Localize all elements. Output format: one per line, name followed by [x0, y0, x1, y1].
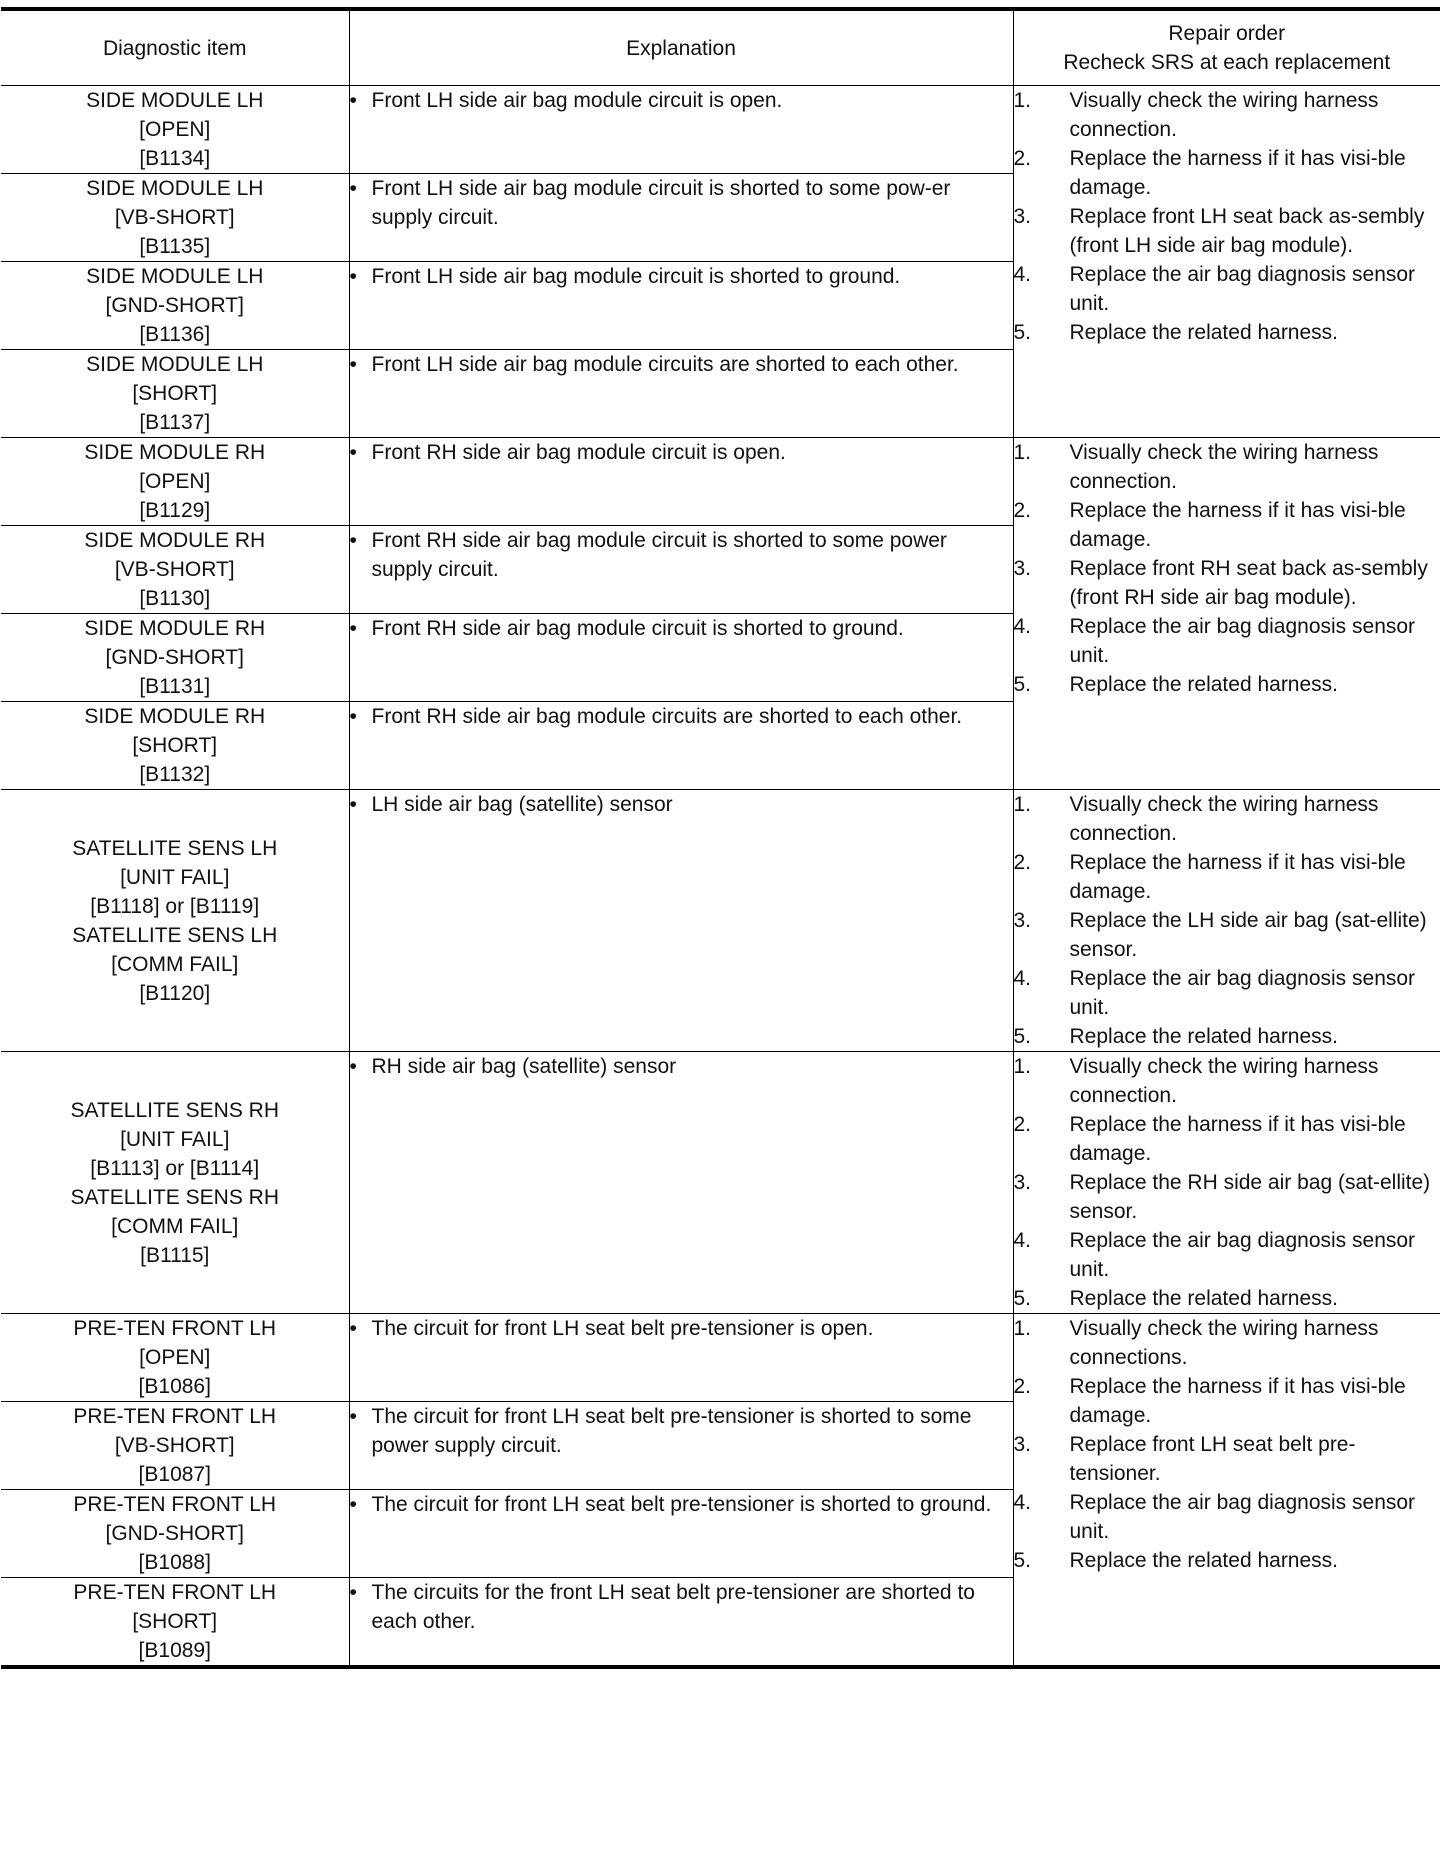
- repair-step-text: Visually check the wiring harness connection.: [1069, 1055, 1379, 1107]
- diagnostic-item-cell: [1, 262, 349, 350]
- diagnostic-item-line: [OPEN]: [139, 118, 211, 141]
- repair-step: [1014, 1110, 1441, 1168]
- bullet-icon: •: [349, 529, 357, 552]
- explanation-bullet: [350, 1578, 1013, 1636]
- repair-step-number: 1.: [1013, 89, 1032, 112]
- explanation-text: The circuit for front LH seat belt pre-tensioner is shorted to ground.: [371, 1493, 992, 1516]
- diagnostic-item-line: [VB-SHORT]: [114, 558, 235, 581]
- table-row: [1, 790, 1440, 1052]
- repair-step-number: 3.: [1013, 1433, 1032, 1456]
- diagnostic-item-line: [B1120]: [139, 981, 211, 1005]
- repair-step-text: Replace the related harness.: [1069, 1287, 1338, 1310]
- diagnostic-item-line: [B1136]: [139, 323, 211, 346]
- repair-step-number: 4.: [1013, 1229, 1032, 1252]
- repair-step-text: Replace front LH seat back as-sembly (front LH side air bag module).: [1069, 205, 1425, 257]
- diagnostic-item-line: SIDE MODULE RH: [84, 705, 266, 728]
- diagnostic-item-line: SATELLITE SENS RH: [70, 1098, 279, 1122]
- repair-step: [1014, 144, 1441, 202]
- repair-step-number: 5.: [1013, 1287, 1032, 1310]
- explanation-bullet: [350, 1314, 1013, 1343]
- diagnostic-item-cell: [1, 1402, 349, 1490]
- diagnostic-item-cell: [1, 350, 349, 438]
- repair-step: [1014, 1430, 1441, 1488]
- diagnostic-item-line: [B1131]: [139, 675, 211, 698]
- diagnostic-item-line: [GND-SHORT]: [105, 1522, 244, 1545]
- repair-step: [1014, 1314, 1441, 1372]
- explanation-cell: [349, 790, 1013, 1052]
- diagnostic-item-line: [UNIT FAIL]: [120, 1127, 230, 1151]
- repair-step-text: Replace the air bag diagnosis sensor unit.: [1069, 1229, 1416, 1281]
- explanation-bullet: [350, 702, 1013, 731]
- repair-step-number: 4.: [1013, 967, 1032, 990]
- repair-steps-list: [1014, 1314, 1441, 1575]
- repair-step-text: Replace the related harness.: [1069, 321, 1338, 344]
- explanation-cell: [349, 262, 1013, 350]
- table-header-row: [1, 9, 1440, 86]
- repair-step-number: 2.: [1013, 147, 1032, 170]
- bullet-icon: •: [349, 353, 357, 376]
- explanation-text: The circuit for front LH seat belt pre-tensioner is open.: [371, 1317, 874, 1340]
- repair-step: [1014, 1226, 1441, 1284]
- diagnostic-item-line: SIDE MODULE RH: [84, 529, 266, 552]
- diagnostic-item-line: [COMM FAIL]: [111, 1214, 239, 1238]
- repair-step: [1014, 1284, 1441, 1313]
- explanation-bullet: [350, 526, 1013, 584]
- bullet-icon: •: [349, 1581, 357, 1604]
- bullet-icon: •: [349, 617, 357, 640]
- diagnostic-item-line: PRE-TEN FRONT LH: [73, 1405, 277, 1428]
- repair-step: [1014, 318, 1441, 347]
- diagnostic-item-line: [GND-SHORT]: [105, 646, 244, 669]
- table-row: [1, 1052, 1440, 1314]
- repair-step-text: Visually check the wiring harness connection.: [1069, 793, 1379, 845]
- bullet-icon: •: [349, 89, 357, 112]
- explanation-text: The circuits for the front LH seat belt pre-tensioner are shorted to each other.: [371, 1581, 975, 1633]
- repair-step-number: 3.: [1013, 1171, 1032, 1194]
- repair-step: [1014, 848, 1441, 906]
- diagnostic-item-line: [B1134]: [139, 147, 211, 170]
- bullet-icon: •: [349, 705, 357, 728]
- repair-step-text: Replace the harness if it has visi-ble damage.: [1069, 499, 1406, 551]
- diagnostic-item-line: [COMM FAIL]: [111, 952, 239, 976]
- diagnostic-item-line: [B1130]: [139, 587, 211, 610]
- repair-step-text: Replace the related harness.: [1069, 673, 1338, 696]
- repair-step-text: Replace the harness if it has visi-ble damage.: [1069, 1375, 1406, 1427]
- repair-step-number: 1.: [1013, 1055, 1032, 1078]
- repair-step: [1014, 670, 1441, 699]
- bullet-icon: •: [349, 1493, 357, 1516]
- repair-steps-list: [1014, 790, 1441, 1051]
- diagnostic-item-line: PRE-TEN FRONT LH: [73, 1493, 277, 1516]
- explanation-bullet: [350, 438, 1013, 467]
- explanation-text: Front LH side air bag module circuits are shorted to each other.: [371, 353, 959, 376]
- explanation-cell: [349, 1578, 1013, 1668]
- repair-step-text: Replace front RH seat back as-sembly (front RH side air bag module).: [1069, 557, 1428, 609]
- repair-step-number: 5.: [1013, 321, 1032, 344]
- diagnostic-item-cell: [1, 1490, 349, 1578]
- explanation-cell: [349, 614, 1013, 702]
- repair-step: [1014, 260, 1441, 318]
- diagnostic-item-line: [GND-SHORT]: [105, 294, 244, 317]
- explanation-cell: [349, 438, 1013, 526]
- diagnostic-item-line: [VB-SHORT]: [114, 206, 235, 229]
- diagnostic-item-line: [B1086]: [138, 1375, 211, 1398]
- explanation-cell: [349, 1052, 1013, 1314]
- repair-step-number: 4.: [1013, 1491, 1032, 1514]
- diagnostic-item-line: PRE-TEN FRONT LH: [73, 1317, 277, 1340]
- repair-step-number: 2.: [1013, 499, 1032, 522]
- repair-order-cell: [1013, 1052, 1440, 1314]
- repair-step-text: Replace the related harness.: [1069, 1549, 1338, 1572]
- repair-step-text: Replace the air bag diagnosis sensor unit.: [1069, 967, 1416, 1019]
- repair-step-number: 5.: [1013, 1025, 1032, 1048]
- diagnostic-item-cell: [1, 702, 349, 790]
- diagnostic-item-line: PRE-TEN FRONT LH: [73, 1581, 277, 1604]
- repair-step-number: 3.: [1013, 909, 1032, 932]
- explanation-text: Front RH side air bag module circuit is shorted to ground.: [371, 617, 904, 640]
- bullet-icon: •: [349, 265, 357, 288]
- repair-step: [1014, 1022, 1441, 1051]
- explanation-cell: [349, 1314, 1013, 1402]
- repair-step-text: Replace the RH side air bag (sat-ellite) sensor.: [1069, 1171, 1431, 1223]
- explanation-bullet: [350, 174, 1013, 232]
- repair-step: [1014, 1546, 1441, 1575]
- diagnostic-item-line: SATELLITE SENS LH: [72, 836, 278, 860]
- diagnostic-item-line: [UNIT FAIL]: [120, 865, 230, 889]
- explanation-cell: [349, 1490, 1013, 1578]
- repair-step-text: Replace the harness if it has visi-ble damage.: [1069, 851, 1406, 903]
- repair-step-text: Replace the harness if it has visi-ble damage.: [1069, 1113, 1406, 1165]
- diagnostic-item-line: [B1089]: [138, 1639, 211, 1662]
- repair-step-number: 2.: [1013, 1375, 1032, 1398]
- repair-step-number: 3.: [1013, 557, 1032, 580]
- repair-order-cell: [1013, 438, 1440, 790]
- diagnostic-item-cell: [1, 1052, 349, 1314]
- diagnostic-item-cell: [1, 790, 349, 1052]
- diagnostic-item-line: [VB-SHORT]: [114, 1434, 235, 1457]
- repair-step-text: Visually check the wiring harness connection.: [1069, 89, 1379, 141]
- diagnostic-item-line: [B1137]: [139, 411, 211, 434]
- diagnostic-item-cell: [1, 1314, 349, 1402]
- explanation-bullet: [350, 614, 1013, 643]
- explanation-bullet: [350, 262, 1013, 291]
- diagnostic-item-cell: [1, 174, 349, 262]
- bullet-icon: •: [349, 177, 357, 200]
- diagnostic-item-cell: [1, 614, 349, 702]
- repair-step: [1014, 1168, 1441, 1226]
- table-row: [1, 86, 1440, 174]
- explanation-text: RH side air bag (satellite) sensor: [371, 1055, 677, 1078]
- explanation-text: Front LH side air bag module circuit is shorted to ground.: [371, 265, 901, 288]
- repair-step-number: 2.: [1013, 1113, 1032, 1136]
- table-row: [1, 1314, 1440, 1402]
- repair-step-text: Replace the LH side air bag (sat-ellite) sensor.: [1069, 909, 1427, 961]
- repair-step-number: 4.: [1013, 615, 1032, 638]
- repair-step: [1014, 202, 1441, 260]
- repair-step: [1014, 612, 1441, 670]
- bullet-icon: •: [349, 441, 357, 464]
- header-explanation: Explanation: [349, 9, 1013, 86]
- diagnostic-item-cell: [1, 526, 349, 614]
- bullet-icon: •: [349, 1405, 357, 1428]
- repair-order-cell: [1013, 1314, 1440, 1668]
- diagnostic-item-line: [SHORT]: [132, 382, 218, 405]
- repair-step: [1014, 1372, 1441, 1430]
- diagnostic-item-line: [B1129]: [139, 499, 211, 522]
- repair-step-text: Replace the air bag diagnosis sensor unit.: [1069, 263, 1416, 315]
- repair-order-cell: [1013, 790, 1440, 1052]
- bullet-icon: •: [349, 793, 357, 816]
- repair-step-number: 1.: [1013, 1317, 1032, 1340]
- diagnostic-item-line: SIDE MODULE LH: [86, 353, 264, 376]
- diagnostic-item-line: [SHORT]: [132, 734, 218, 757]
- repair-step-text: Replace the harness if it has visi-ble damage.: [1069, 147, 1406, 199]
- explanation-cell: [349, 1402, 1013, 1490]
- diagnostic-item-cell: [1, 86, 349, 174]
- repair-step: [1014, 438, 1441, 496]
- explanation-text: The circuit for front LH seat belt pre-tensioner is shorted to some power supply circuit.: [371, 1405, 972, 1457]
- repair-step-number: 5.: [1013, 673, 1032, 696]
- diagnostic-item-line: [SHORT]: [132, 1610, 218, 1633]
- diagnostic-item-line: SIDE MODULE RH: [84, 441, 266, 464]
- diagnostic-item-line: SIDE MODULE LH: [86, 89, 264, 112]
- repair-step: [1014, 1052, 1441, 1110]
- explanation-cell: [349, 350, 1013, 438]
- diagnostic-item-line: [B1088]: [138, 1551, 211, 1574]
- diagnostic-item-line: [B1113] or [B1114]: [90, 1156, 260, 1180]
- repair-step: [1014, 1488, 1441, 1546]
- repair-step-text: Visually check the wiring harness connection.: [1069, 441, 1379, 493]
- bullet-icon: •: [349, 1055, 357, 1078]
- repair-steps-list: [1014, 438, 1441, 699]
- diagnostic-item-line: SIDE MODULE LH: [86, 177, 264, 200]
- table-body: [1, 86, 1440, 1668]
- diagnostic-item-line: [B1087]: [138, 1463, 211, 1486]
- explanation-text: Front LH side air bag module circuit is open.: [371, 89, 783, 112]
- diagnostic-item-cell: [1, 1578, 349, 1668]
- diagnostic-item-line: [OPEN]: [139, 1346, 211, 1369]
- repair-step-number: 1.: [1013, 793, 1032, 816]
- table-row: [1, 438, 1440, 526]
- explanation-text: Front RH side air bag module circuit is shorted to some power supply circuit.: [371, 529, 947, 581]
- diagnostic-item-line: SATELLITE SENS LH: [72, 923, 278, 947]
- explanation-text: Front RH side air bag module circuit is open.: [371, 441, 786, 464]
- header-repair-order: [1013, 9, 1440, 86]
- repair-step-number: 3.: [1013, 205, 1032, 228]
- explanation-bullet: [350, 86, 1013, 115]
- explanation-cell: [349, 86, 1013, 174]
- diagnostic-item-line: [OPEN]: [139, 470, 211, 493]
- explanation-cell: [349, 526, 1013, 614]
- explanation-text: Front LH side air bag module circuit is shorted to some pow-er supply circuit.: [371, 177, 951, 229]
- repair-step-number: 1.: [1013, 441, 1032, 464]
- header-repair-line1: Repair order: [1168, 22, 1286, 45]
- diagnostic-item-line: [B1135]: [139, 235, 211, 258]
- explanation-cell: [349, 702, 1013, 790]
- diagnostic-item-cell: [1, 438, 349, 526]
- header-diagnostic-item: Diagnostic item: [1, 9, 349, 86]
- explanation-bullet: [350, 1052, 1013, 1081]
- diagnostic-item-line: [B1132]: [139, 763, 211, 786]
- repair-step: [1014, 790, 1441, 848]
- repair-step-text: Replace the related harness.: [1069, 1025, 1338, 1048]
- explanation-text: Front RH side air bag module circuits are shorted to each other.: [371, 705, 963, 728]
- repair-step-number: 2.: [1013, 851, 1032, 874]
- repair-step-number: 5.: [1013, 1549, 1032, 1572]
- repair-order-cell: [1013, 86, 1440, 438]
- bullet-icon: •: [349, 1317, 357, 1340]
- repair-steps-list: [1014, 86, 1441, 347]
- repair-steps-list: [1014, 1052, 1441, 1313]
- header-repair-line2: Recheck SRS at each replacement: [1063, 51, 1391, 74]
- explanation-cell: [349, 174, 1013, 262]
- repair-step-text: Visually check the wiring harness connections.: [1069, 1317, 1379, 1369]
- diagnostic-item-line: SIDE MODULE RH: [84, 617, 266, 640]
- explanation-bullet: [350, 350, 1013, 379]
- repair-step-text: Replace front LH seat belt pre-tensioner.: [1069, 1433, 1356, 1485]
- repair-step-text: Replace the air bag diagnosis sensor unit.: [1069, 1491, 1416, 1543]
- repair-step: [1014, 86, 1441, 144]
- explanation-bullet: [350, 1402, 1013, 1460]
- explanation-bullet: [350, 1490, 1013, 1519]
- diagnostic-item-line: SIDE MODULE LH: [86, 265, 264, 288]
- repair-step-text: Replace the air bag diagnosis sensor unit.: [1069, 615, 1416, 667]
- diagnostic-document: [1, 0, 1440, 1669]
- explanation-text: LH side air bag (satellite) sensor: [371, 793, 673, 816]
- repair-step: [1014, 906, 1441, 964]
- repair-step: [1014, 554, 1441, 612]
- diagnostic-item-line: [B1118] or [B1119]: [90, 894, 260, 918]
- diagnostic-item-line: SATELLITE SENS RH: [70, 1185, 279, 1209]
- explanation-bullet: [350, 790, 1013, 819]
- repair-step-number: 4.: [1013, 263, 1032, 286]
- repair-step: [1014, 964, 1441, 1022]
- diagnostic-table: [1, 7, 1440, 1669]
- diagnostic-item-line: [B1115]: [140, 1243, 210, 1267]
- repair-step: [1014, 496, 1441, 554]
